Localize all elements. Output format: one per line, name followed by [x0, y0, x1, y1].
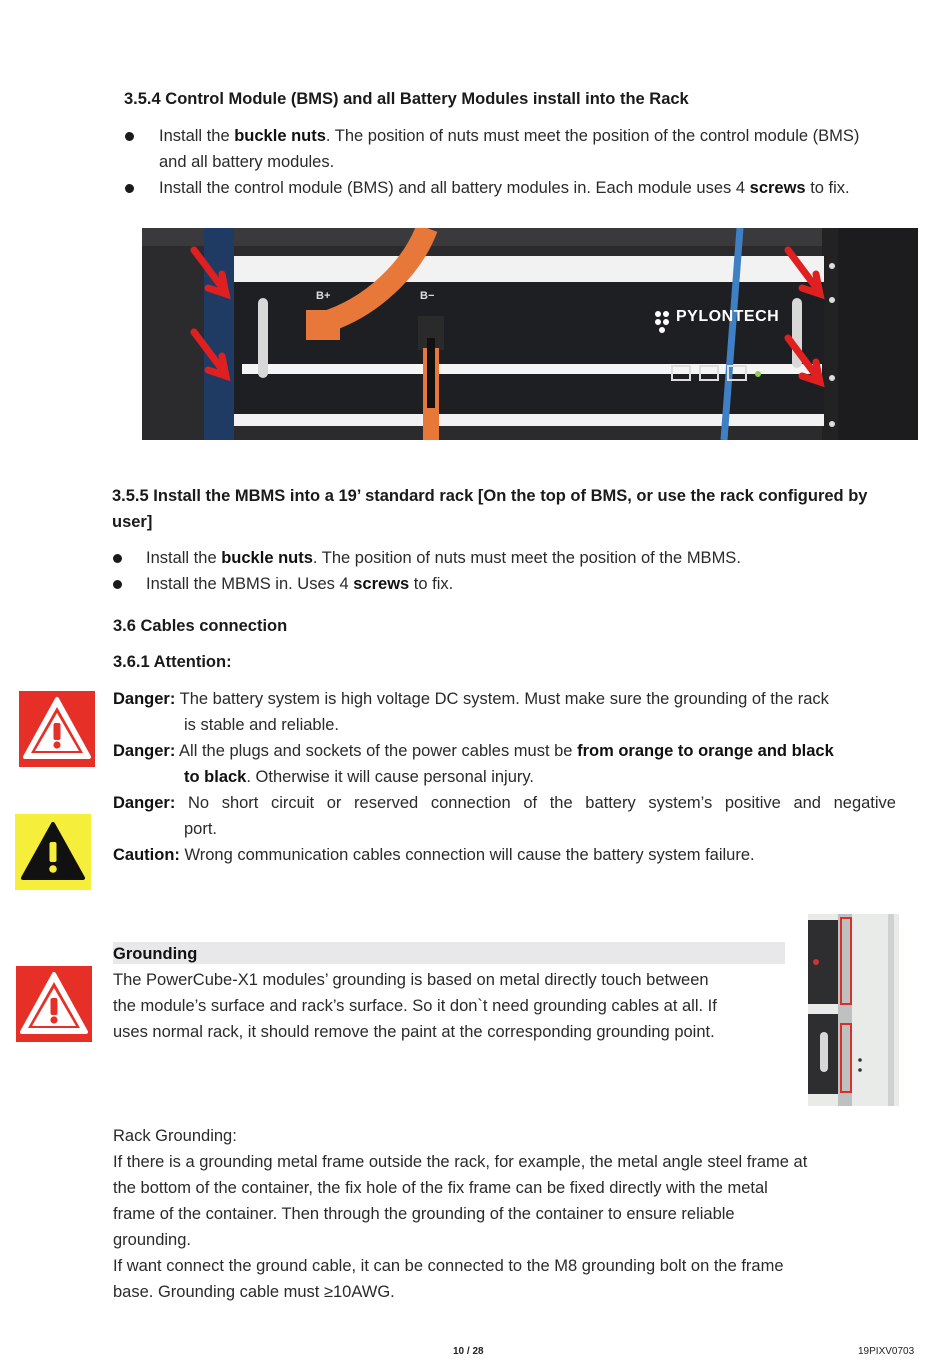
page-number: 10 / 28 [453, 1346, 484, 1357]
rack-line-4: grounding. [113, 1231, 191, 1249]
bullet-dot [125, 132, 134, 141]
section-355-heading: 3.5.5 Install the MBMS into a 19’ standard rack [On the top of BMS, or use the rack configured by [112, 487, 868, 505]
grounding-line-1: The PowerCube-X1 modules’ grounding is based on metal directly touch between [113, 971, 709, 989]
document-code: 19PIXV0703 [858, 1346, 915, 1357]
rack-line-6: base. Grounding cable must ≥10AWG. [113, 1283, 395, 1301]
s355-bullet-2: Install the MBMS in. Uses 4 screws to fix. [146, 575, 454, 593]
danger-1-line2: is stable and reliable. [184, 716, 340, 734]
danger-1: Danger: The battery system is high voltage DC system. Must make sure the grounding of the rack [113, 690, 829, 708]
danger-3-line2: port. [184, 820, 218, 838]
section-361-heading: 3.6.1 Attention: [113, 653, 232, 671]
grounding-line-2: the module’s surface and rack’s surface. So it don`t need grounding cables at all. If [113, 997, 717, 1015]
caution-1: Caution: Wrong communication cables connection will cause the battery system failure. [113, 846, 755, 864]
danger-2: Danger: All the plugs and sockets of the power cables must be from orange to orange and black [113, 742, 834, 760]
pylontech-logo: PYLONTECH [676, 308, 780, 325]
grounding-title: Grounding [113, 945, 198, 963]
danger-3: Danger: No short circuit or reserved connection of the battery system’s positive and negative [113, 794, 896, 812]
grounding-line-3: uses normal rack, it should remove the paint at the corresponding grounding point. [113, 1023, 715, 1041]
rack-line-3: frame of the container. Then through the grounding of the container to ensure reliable [113, 1205, 735, 1223]
s354-bullet-1-line2: and all battery modules. [159, 153, 335, 171]
section-36-heading: 3.6 Cables connection [113, 617, 288, 635]
s355-bullet-1: Install the buckle nuts. The position of nuts must meet the position of the MBMS. [146, 549, 741, 567]
section-354-heading: 3.5.4 Control Module (BMS) and all Battery Modules install into the Rack [124, 90, 689, 108]
bullet-dot [113, 580, 122, 589]
bminus-label: B− [420, 290, 435, 302]
caution-warning-icon [15, 814, 91, 890]
section-355-heading-line2: user] [112, 513, 153, 531]
s354-bullet-2: Install the control module (BMS) and all battery modules in. Each module uses 4 screws to fix. [159, 179, 850, 197]
rack-grounding-title: Rack Grounding: [113, 1127, 237, 1145]
bullet-dot [125, 184, 134, 193]
bullet-dot [113, 554, 122, 563]
danger-warning-icon [19, 691, 95, 767]
bms-rack-photo [142, 228, 918, 440]
rack-line-1: If there is a grounding metal frame outside the rack, for example, the metal angle steel frame at [113, 1153, 808, 1171]
grounding-title-bar [113, 942, 785, 964]
rack-line-2: the bottom of the container, the fix hole of the fix frame can be fixed directly with the metal [113, 1179, 768, 1197]
bplus-label: B+ [316, 290, 331, 302]
danger-2-line2: to black. Otherwise it will cause personal injury. [184, 768, 534, 786]
rack-line-5: If want connect the ground cable, it can be connected to the M8 grounding bolt on the frame [113, 1257, 784, 1275]
grounding-danger-icon [16, 966, 92, 1042]
s354-bullet-1: Install the buckle nuts. The position of nuts must meet the position of the control module (BMS) [159, 127, 860, 145]
grounding-rack-photo [808, 914, 899, 1106]
